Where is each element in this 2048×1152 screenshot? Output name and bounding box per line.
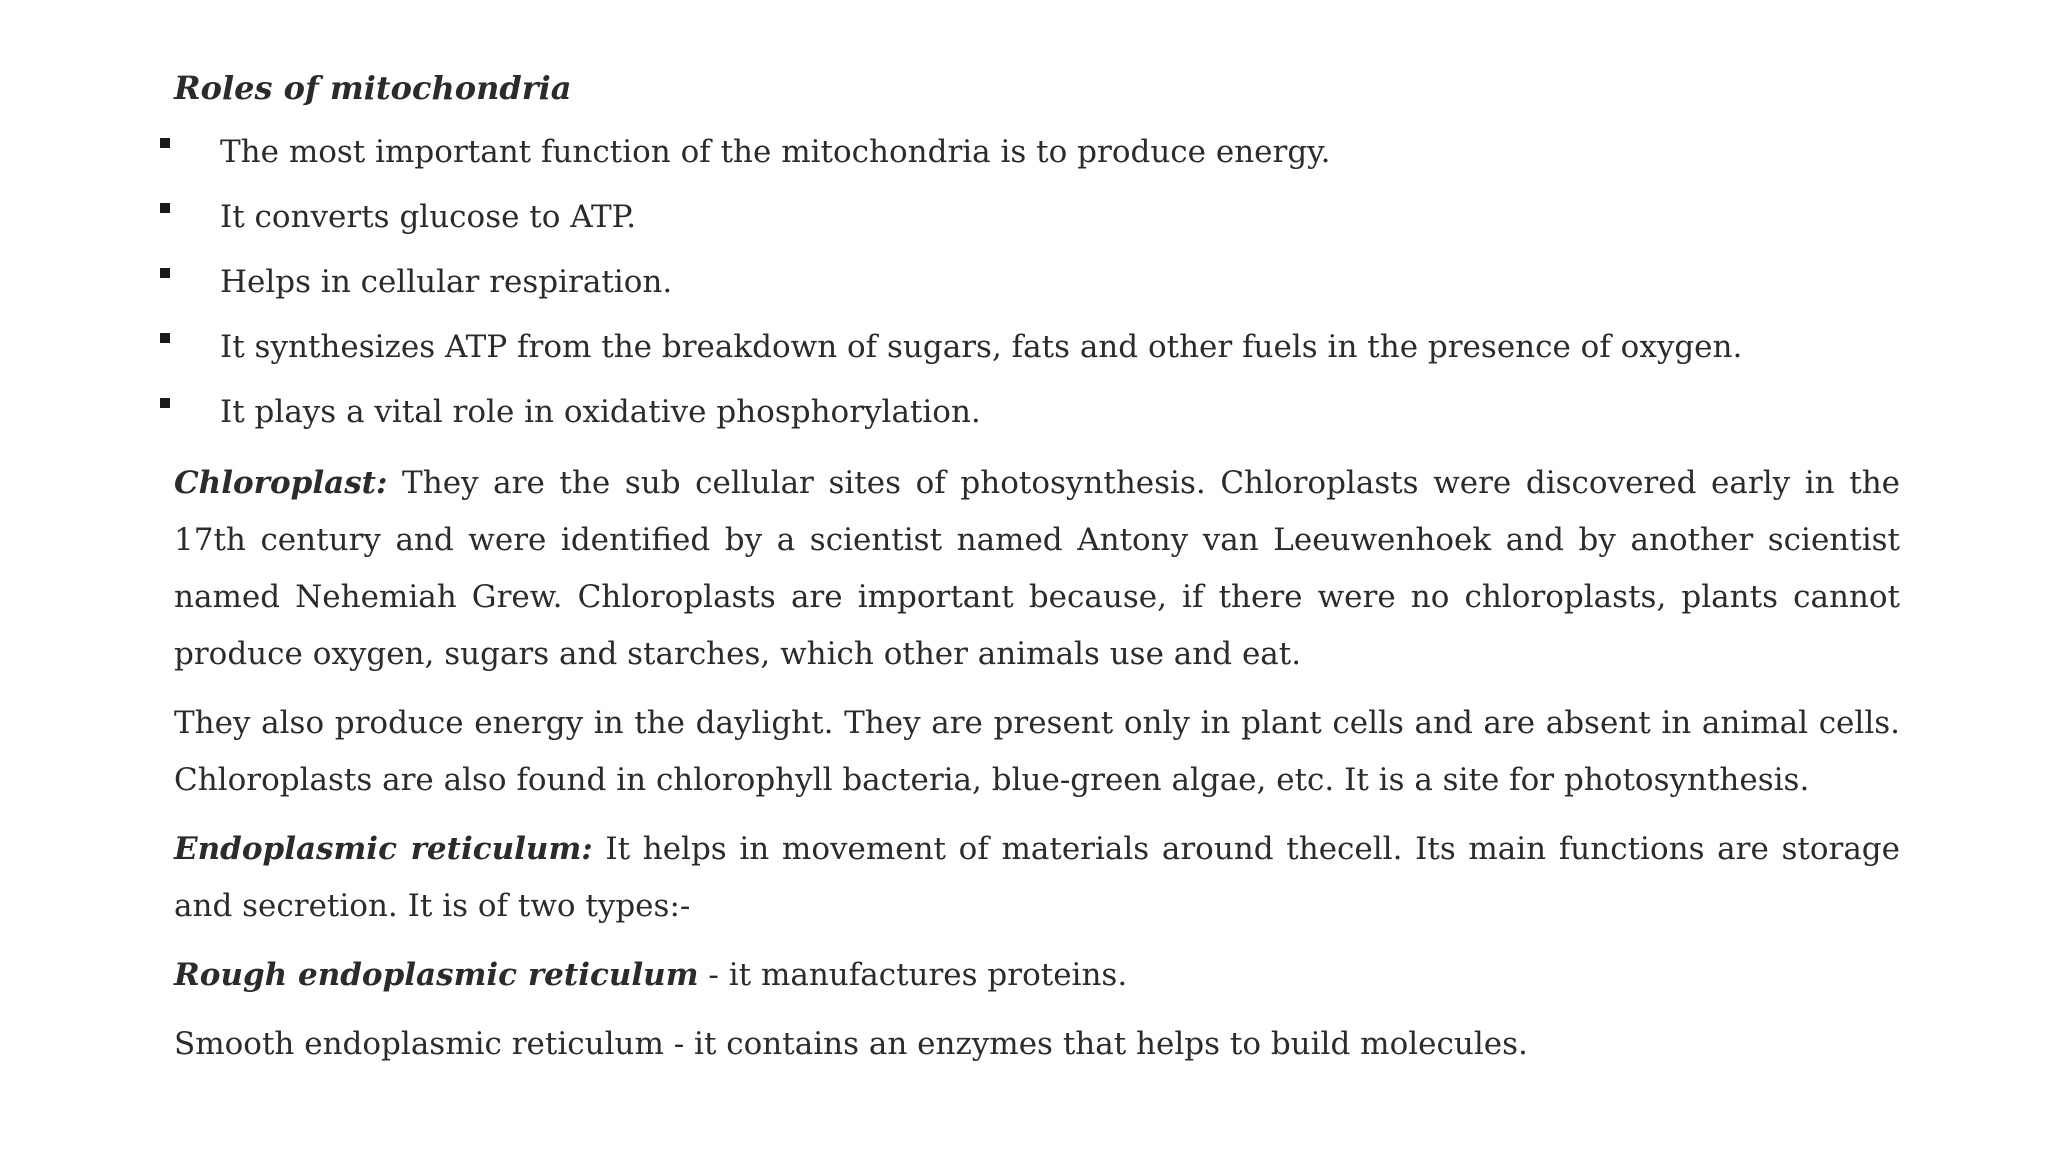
chloroplast-paragraph-2: They also produce energy in the daylight. They are present only in plant cells and are absent in animal cells. Chloroplasts are also found in chlorophyll bacteria, blue-green algae, etc. It is a site for photosynthesis. (174, 705, 1900, 798)
list-item (174, 195, 1900, 239)
document-page (174, 66, 1900, 1085)
square-bullet-icon (160, 268, 170, 278)
chloroplast-paragraph (174, 455, 1900, 683)
list-item (174, 390, 1900, 434)
list-item-text: It plays a vital role in oxidative phosphorylation. (220, 394, 981, 430)
chloroplast-term: Chloroplast: (174, 465, 388, 501)
roles-list (174, 130, 1900, 434)
list-item (174, 325, 1900, 369)
rough-er-paragraph (174, 947, 1900, 1004)
section-heading: Roles of mitochondria (174, 69, 572, 107)
square-bullet-icon (160, 398, 170, 408)
list-item-text: Helps in cellular respiration. (220, 264, 673, 300)
chloroplast-text: They are the sub cellular sites of photosynthesis. Chloroplasts were discovered early in the 17th century and were identified by a scientist named Antony van Leeuwenhoek and by another scientist named Nehemiah Grew. Chloroplasts are important because, if there were no chloroplasts, plants cannot produce oxygen, sugars and starches, which other animals use and eat. (174, 465, 1900, 672)
list-item-text: It synthesizes ATP from the breakdown of sugars, fats and other fuels in the presence of oxygen. (220, 329, 1743, 365)
list-item (174, 130, 1900, 174)
er-paragraph (174, 821, 1900, 935)
square-bullet-icon (160, 203, 170, 213)
list-item (174, 260, 1900, 304)
smooth-er-paragraph: Smooth endoplasmic reticulum - it contains an enzymes that helps to build molecules. (174, 1026, 1528, 1062)
er-text: It helps in movement of materials around thecell. Its main functions are storage and secretion. It is of two types:- (174, 831, 1900, 924)
er-term: Endoplasmic reticulum: (174, 831, 593, 867)
list-item-text: The most important function of the mitochondria is to produce energy. (220, 134, 1331, 170)
list-item-text: It converts glucose to ATP. (220, 199, 637, 235)
square-bullet-icon (160, 138, 170, 148)
rough-er-text: - it manufactures proteins. (698, 957, 1128, 993)
square-bullet-icon (160, 333, 170, 343)
rough-er-term: Rough endoplasmic reticulum (174, 957, 699, 993)
